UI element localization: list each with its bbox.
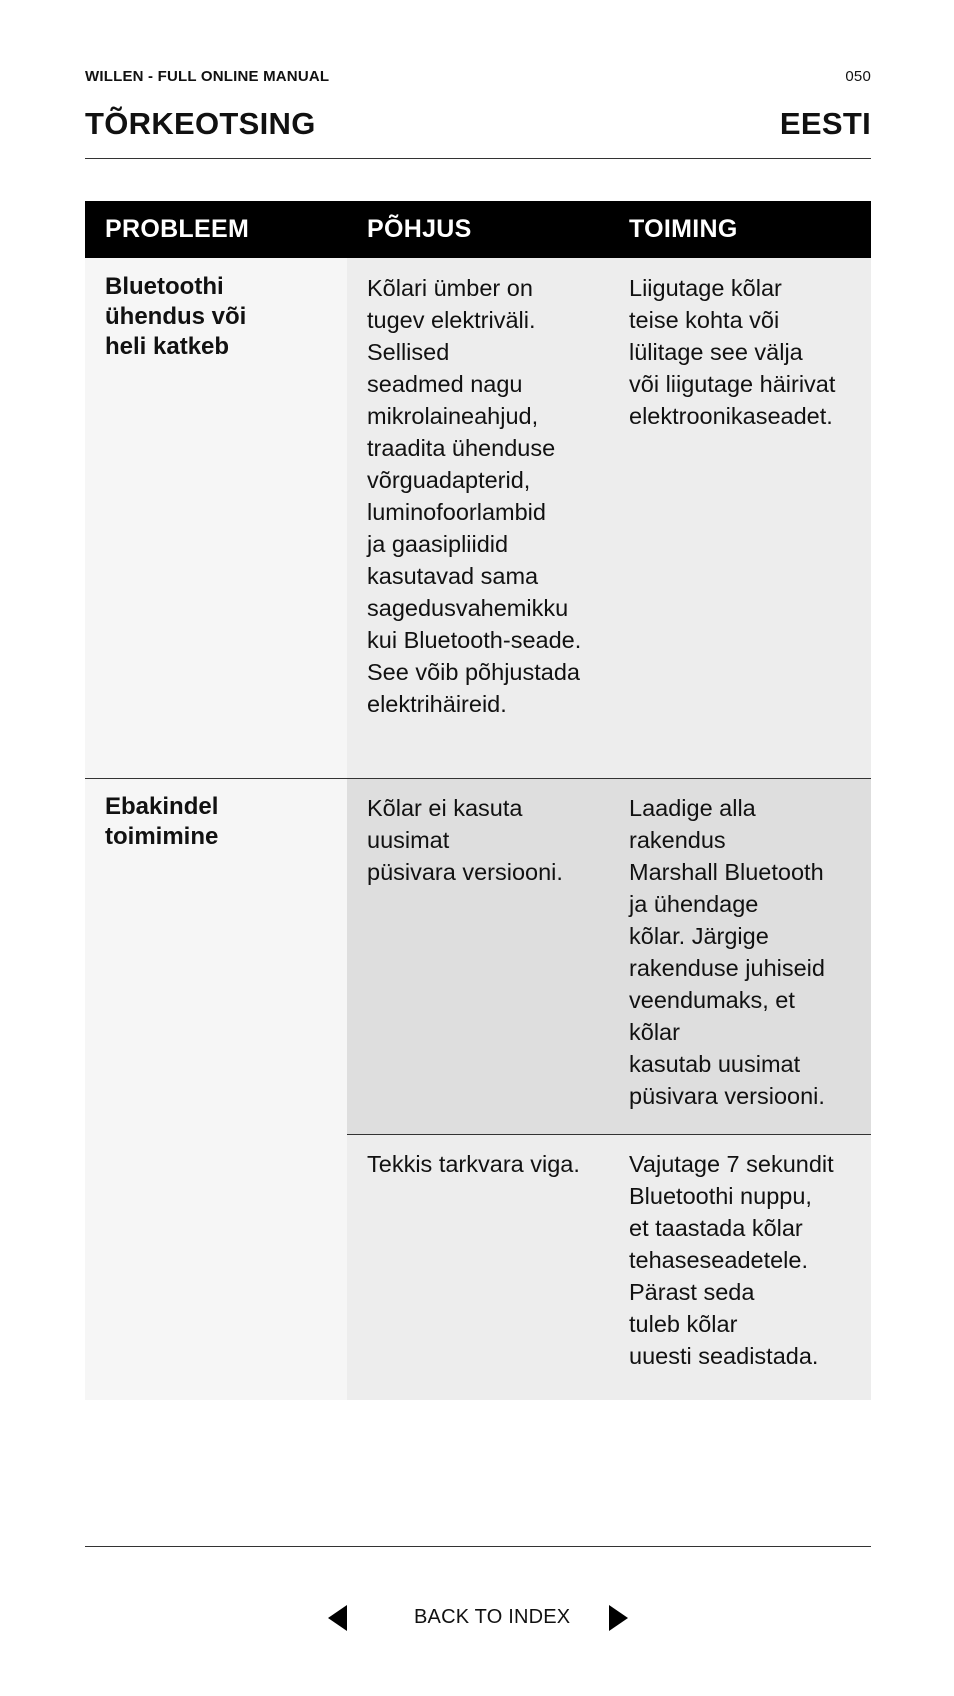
action-cell: Liigutage kõlar teise kohta või lülitage see välja või liigutage häirivat elektroonikaseadet. bbox=[609, 258, 871, 778]
manual-title: WILLEN - FULL ONLINE MANUAL bbox=[85, 68, 330, 85]
column-header-cause: PÕHJUS bbox=[367, 215, 472, 243]
problem-cell bbox=[85, 1134, 347, 1400]
problem-cell: Bluetoothi ühendus või heli katkeb bbox=[85, 258, 347, 778]
problem-cell: Ebakindel toimimine bbox=[85, 778, 347, 1134]
column-header-action: TOIMING bbox=[629, 215, 738, 243]
title-row bbox=[85, 106, 871, 142]
row-divider bbox=[347, 1134, 871, 1135]
table-row bbox=[85, 778, 871, 1134]
troubleshooting-table bbox=[85, 201, 871, 1400]
back-to-index-link[interactable]: BACK TO INDEX bbox=[414, 1606, 571, 1628]
title-divider bbox=[85, 158, 871, 159]
row-divider bbox=[85, 778, 871, 779]
action-cell: Vajutage 7 sekundit Bluetoothi nuppu, et taastada kõlar tehaseseadetele. Pärast seda tuleb kõlar uuesti seadistada. bbox=[609, 1134, 871, 1400]
table-row bbox=[85, 258, 871, 778]
page-header bbox=[85, 68, 871, 85]
table-header bbox=[85, 201, 871, 258]
triangle-left-icon[interactable] bbox=[328, 1605, 347, 1631]
page-navigation bbox=[0, 1604, 954, 1634]
cause-cell: Kõlar ei kasuta uusimat püsivara versiooni. bbox=[347, 778, 609, 1134]
language-label: EESTI bbox=[779, 106, 871, 141]
table-row bbox=[85, 1134, 871, 1400]
section-title: TÕRKEOTSING bbox=[85, 106, 316, 141]
column-header-problem: PROBLEEM bbox=[105, 215, 250, 243]
triangle-right-icon[interactable] bbox=[609, 1605, 628, 1631]
cause-cell: Tekkis tarkvara viga. bbox=[347, 1134, 609, 1400]
cause-cell: Kõlari ümber on tugev elektriväli. Sellised seadmed nagu mikrolaineahjud, traadita ühenduse võrguadapterid, luminofoorlambid ja gaasipliidid kasutavad sama sagedusvahemikku kui Bluetooth-seade. See võib põhjustada elektrihäireid. bbox=[347, 258, 609, 778]
action-cell: Laadige alla rakendus Marshall Bluetooth ja ühendage kõlar. Järgige rakenduse juhiseid veendumaks, et kõlar kasutab uusimat püsivara versiooni. bbox=[609, 778, 871, 1134]
page-number: 050 bbox=[845, 68, 871, 85]
footer-divider bbox=[85, 1546, 871, 1547]
